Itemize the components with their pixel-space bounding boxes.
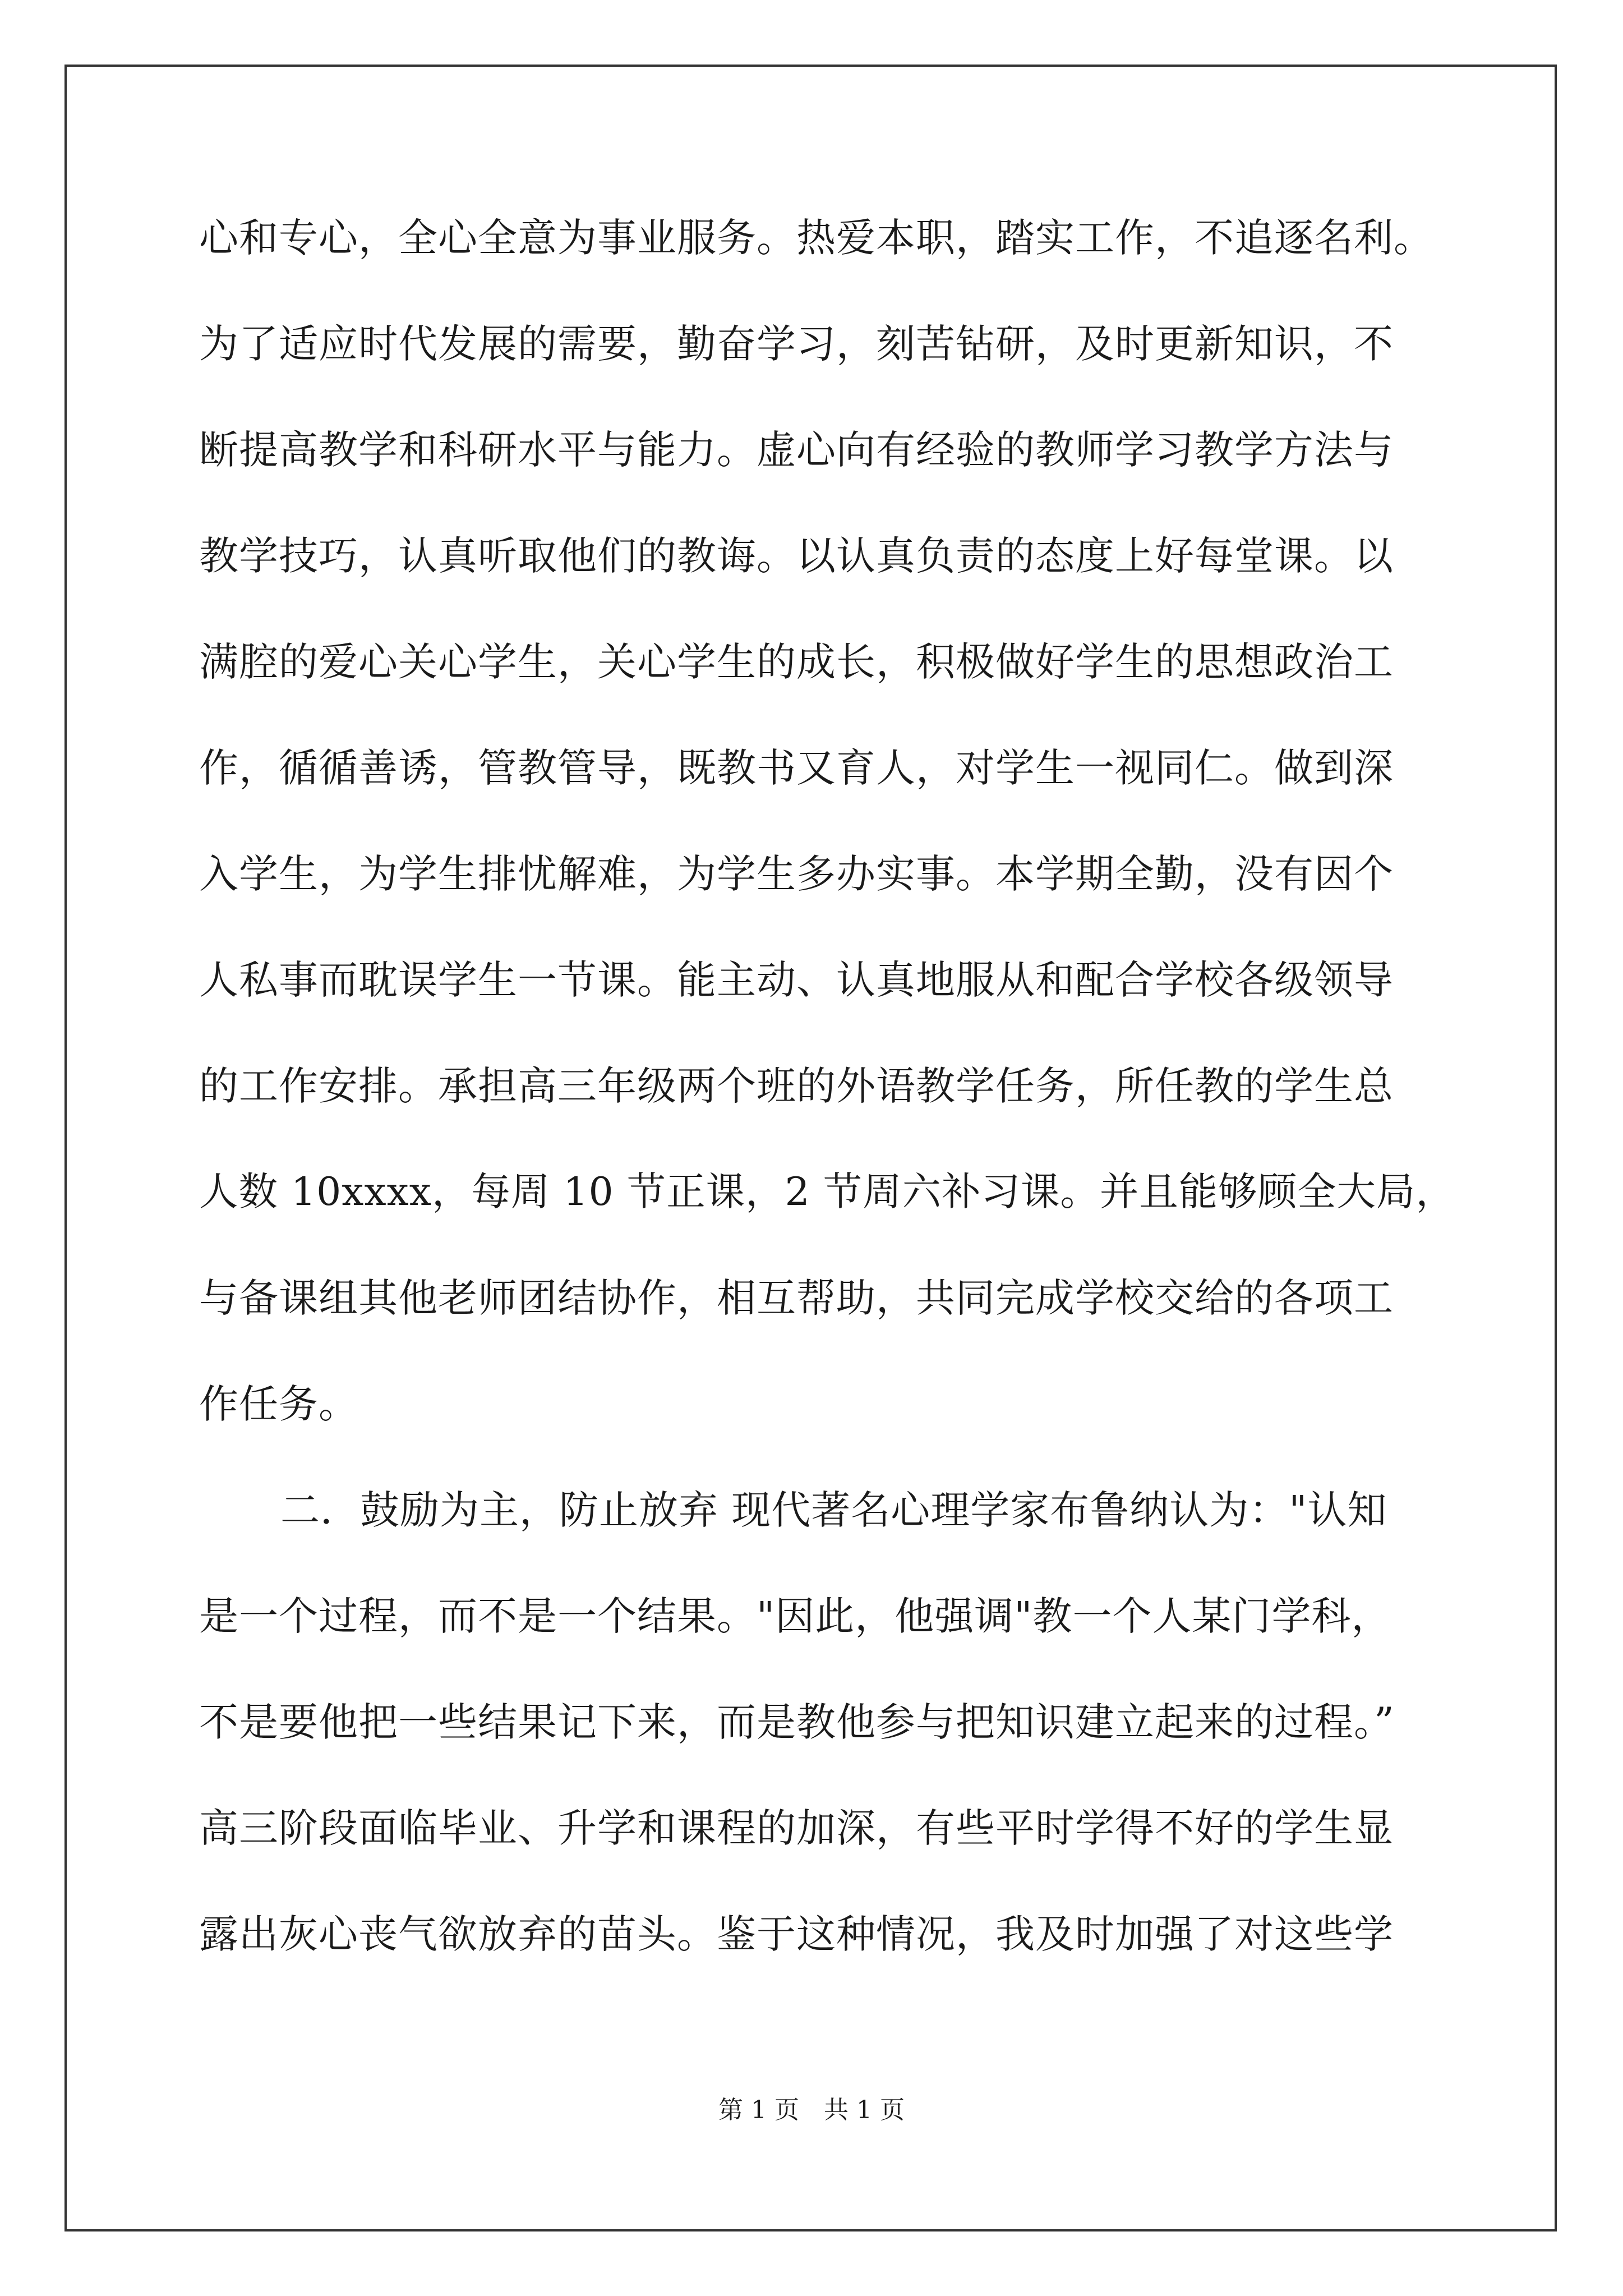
text-line: 是一个过程，而不是一个结果。"因此，他强调"教一个人某门学科， — [199, 1593, 1391, 1639]
paragraph-start-line: 二．鼓励为主，防止放弃 现代著名心理学家布鲁纳认为："认知 — [280, 1487, 1387, 1533]
text-line: 断提高教学和科研水平与能力。虚心向有经验的教师学习教学方法与 — [199, 427, 1394, 473]
text-line: 露出灰心丧气欲放弃的苗头。鉴于这种情况，我及时加强了对这些学 — [199, 1911, 1394, 1957]
text-line: 作，循循善诱，管教管导，既教书又育人，对学生一视同仁。做到深 — [199, 745, 1394, 791]
text-line: 满腔的爱心关心学生，关心学生的成长，积极做好学生的思想政治工 — [199, 639, 1394, 685]
text-line: 为了适应时代发展的需要，勤奋学习，刻苦钻研，及时更新知识，不 — [199, 321, 1394, 367]
text-line: 教学技巧，认真听取他们的教诲。以认真负责的态度上好每堂课。以 — [199, 533, 1394, 579]
text-line: 的工作安排。承担高三年级两个班的外语教学任务，所任教的学生总 — [199, 1063, 1394, 1109]
page-number-footer: 第 1 页 共 1 页 — [718, 2096, 905, 2124]
text-line: 不是要他把一些结果记下来，而是教他参与把知识建立起来的过程。” — [199, 1699, 1395, 1745]
text-line: 人数 10xxxx，每周 10 节正课，2 节周六补习课。并且能够顾全大局， — [199, 1170, 1455, 1214]
text-line: 心和专心，全心全意为事业服务。热爱本职，踏实工作，不追逐名利。 — [199, 215, 1433, 261]
text-line: 与备课组其他老师团结协作，相互帮助，共同完成学校交给的各项工 — [199, 1275, 1394, 1321]
text-line: 入学生，为学生排忧解难，为学生多办实事。本学期全勤，没有因个 — [199, 851, 1394, 897]
text-line: 人私事而耽误学生一节课。能主动、认真地服从和配合学校各级领导 — [199, 957, 1394, 1003]
text-line: 作任务。 — [199, 1381, 358, 1427]
document-body — [199, 185, 1455, 1987]
text-line: 高三阶段面临毕业、升学和课程的加深，有些平时学得不好的学生显 — [199, 1805, 1394, 1851]
